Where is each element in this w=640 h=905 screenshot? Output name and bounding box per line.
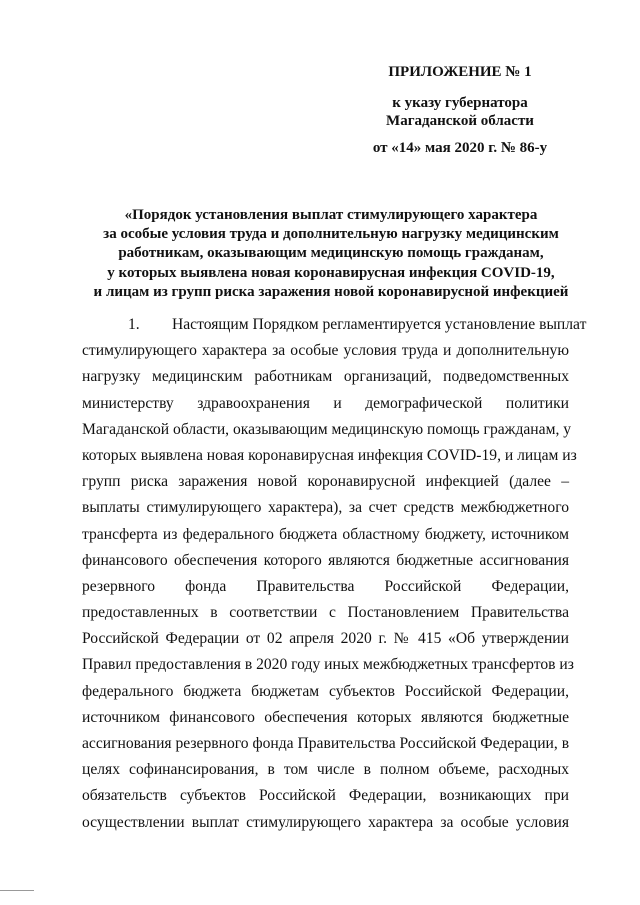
body-line: источником финансового обеспечения которых являются бюджетные [82, 708, 569, 726]
body-line: которых выявлена новая коронавирусная инфекция COVID-19, и лицам из [82, 446, 577, 464]
heading-line: «Порядок установления выплат стимулирующего характера [124, 207, 538, 223]
body-line: выплаты стимулирующего характера), за счет средств межбюджетного [82, 499, 569, 517]
appendix-date-number: от «14» мая 2020 г. № 86-у [372, 140, 548, 156]
body-line: стимулирующего характера за особые условия труда и дополнительную [82, 342, 569, 360]
body-line: Российской Федерации от 02 апреля 2020 г. № 415 «Об утверждении [82, 630, 569, 648]
body-line: федерального бюджета бюджетам субъектов Российской Федерации, [82, 682, 569, 700]
paragraph-first-line [82, 312, 587, 338]
body-line: предоставленных в соответствии с Постановлением Правительства [82, 604, 569, 622]
body-line: осуществлении выплат стимулирующего характера за особые условия [82, 813, 569, 831]
body-line: министерству здравоохранения и демографической политики [82, 394, 569, 412]
first-line-text: Настоящим Порядком регламентируется установление выплат [172, 316, 587, 333]
body-line: Магаданской области, оказывающим медицинскую помощь гражданам, у [82, 420, 572, 438]
body-line: обязательств субъектов Российской Федерации, возникающих при [82, 787, 569, 805]
body-line: ассигнования резервного фонда Правительства Российской Федерации, в [82, 735, 570, 752]
appendix-to-decree: к указу губернатора [392, 95, 528, 111]
heading-line: у которых выявлена новая коронавирусная инфекция COVID-19, [107, 264, 555, 281]
body-line: нагрузку медицинским работникам организаций, подведомственных [82, 368, 569, 386]
heading-line: работникам, оказывающим медицинскую помощь гражданам, [118, 245, 544, 262]
body-line: резервного фонда Правительства Российской Федерации, [82, 577, 569, 595]
heading-line: за особые условия труда и дополнительную нагрузку медицинским [103, 226, 559, 243]
item-number: 1. [128, 316, 140, 333]
heading-line: и лицам из групп риска заражения новой коронавирусной инфекцией [93, 283, 569, 300]
body-line: групп риска заражения новой коронавирусной инфекцией (далее – [82, 473, 569, 491]
document-heading [66, 206, 596, 302]
body-line: целях софинансирования, в том числе в полном объеме, расходных [82, 761, 569, 779]
body-text [82, 312, 587, 836]
footnote-separator-line [0, 890, 34, 891]
body-line: финансового обеспечения которого являются бюджетные ассигнования [82, 551, 569, 569]
body-line: Правил предоставления в 2020 году иных межбюджетных трансфертов из [82, 656, 574, 674]
appendix-region: Магаданской области [386, 113, 534, 129]
appendix-title: ПРИЛОЖЕНИЕ № 1 [388, 64, 532, 80]
body-line: трансферта из федерального бюджета областному бюджету, источником [82, 525, 569, 543]
